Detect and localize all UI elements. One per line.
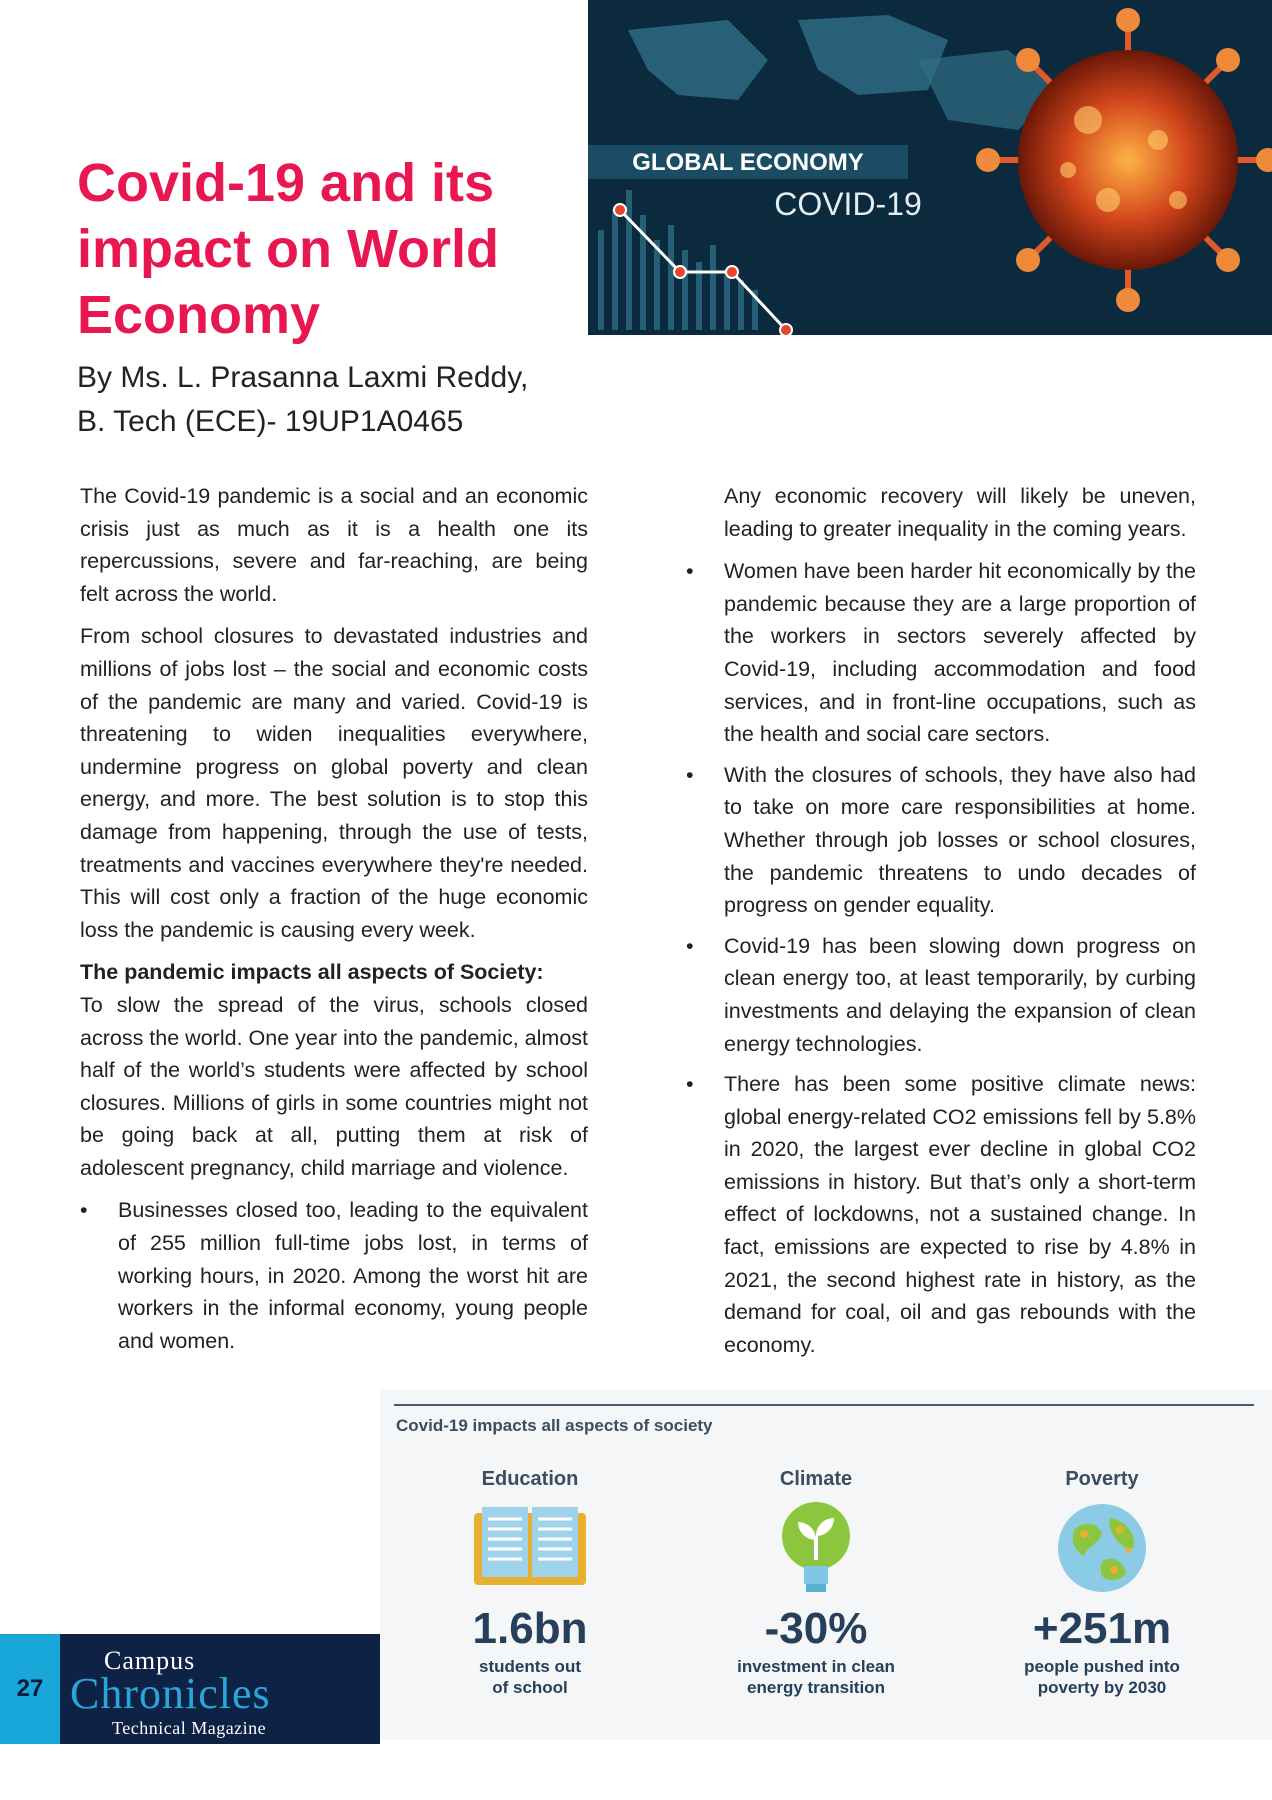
logo-subtitle: Technical Magazine [112, 1718, 267, 1738]
list-item [80, 1194, 588, 1357]
hero-image [588, 0, 1272, 335]
bullet-list-right [686, 555, 1196, 1361]
cell-caption: investment in clean energy transition [737, 1657, 895, 1697]
cell-value: +251m [1032, 1604, 1172, 1653]
cell-heading: Climate [779, 1468, 853, 1490]
paragraph-costs: From school closures to devastated industries and millions of jobs lost – the social and economic costs of the pandemic are many and varied. Covid-19 is threatening to widen inequalities everywhere, undermine progress on global poverty and clean energy, and more. The best solution is to stop this damage from happening, through the use of tests, treatments and vaccines everywhere they're needed. This will cost only a fraction of the huge economic loss the pandemic is causing every week. [80, 624, 588, 942]
paragraph-schools: To slow the spread of the virus, schools closed across the world. One year into the pandemic, almost half of the world’s students were affected by school closures. Millions of girls in some countries might not be going back at all, putting them at risk of adolescent pregnancy, child marriage and violence. [80, 992, 588, 1180]
list-item [686, 930, 1196, 1060]
plant-bulb-icon [696, 1498, 936, 1598]
bullet-list-left [80, 1194, 588, 1357]
logo-chronicles: Chronicles [70, 1669, 271, 1718]
infographic-rule [394, 1404, 1254, 1406]
list-item [686, 759, 1196, 922]
bullet-text: There has been some positive climate news: global energy-related CO2 emissions fell by 5.8% in 2020, the largest ever decline in global CO2 emissions in history. But that’s only a short-term effect of lockdowns, not a sustained change. In fact, emissions are expected to rise by 4.8% in 2021, the second highest rate in history, as the demand for coal, oil and gas rebounds with the economy. [724, 1072, 1196, 1357]
hero-illustration [588, 0, 1272, 335]
byline-author: By Ms. L. Prasanna Laxmi Reddy, [77, 361, 529, 394]
cell-heading: Education [481, 1468, 579, 1490]
page-number: 27 [0, 1634, 60, 1744]
list-item [686, 1068, 1196, 1361]
logo-campus: Campus [104, 1646, 196, 1675]
cell-heading: Poverty [1065, 1468, 1139, 1490]
globe-icon [982, 1498, 1222, 1598]
bullet-glyph: • [686, 762, 694, 787]
infographic-climate [696, 1468, 936, 1698]
bullet-glyph: • [686, 933, 694, 958]
list-item [686, 555, 1196, 751]
byline [77, 356, 597, 444]
virus-icon [976, 8, 1272, 312]
infographic [380, 1390, 1272, 1740]
bullet-glyph: • [80, 1198, 88, 1223]
infographic-title: Covid-19 impacts all aspects of society [396, 1416, 713, 1435]
bullet-text: Women have been harder hit economically by the pandemic because they are a large proportion of the workers in sectors severely affected by Covid-19, including accommodation and food services, and in front-line occupations, such as the health and social care sectors. [724, 559, 1196, 747]
subheading: The pandemic impacts all aspects of Society: [80, 960, 544, 985]
magazine-logo [60, 1634, 380, 1744]
cell-value: -30% [764, 1604, 868, 1653]
book-icon [410, 1498, 650, 1598]
article-title: Covid-19 and its impact on World Economy [77, 153, 500, 345]
bullet-text: With the closures of schools, they have also had to take on more care responsibilities at home. Whether through job losses or school closures, the pandemic threatens to undo decades of progress on gender equality. [724, 762, 1196, 918]
byline-course: B. Tech (ECE)- 19UP1A0465 [77, 405, 464, 438]
bullet-text: Covid-19 has been slowing down progress on clean energy too, at least temporarily, by curbing investments and delaying the expansion of clean energy technologies. [724, 933, 1196, 1056]
right-column [686, 480, 1196, 1369]
hero-label-bottom: COVID-19 [774, 186, 922, 222]
cell-value: 1.6bn [472, 1604, 588, 1653]
hero-label-top: GLOBAL ECONOMY [632, 149, 864, 176]
bullet-glyph: • [686, 1072, 694, 1097]
cell-caption: students out of school [479, 1657, 581, 1697]
bullet-text: Businesses closed too, leading to the equivalent of 255 million full-time jobs lost, in terms of working hours, in 2020. Among the worst hit are workers in the informal economy, young people and women. [118, 1198, 588, 1353]
section-society [80, 956, 588, 1184]
bullet-glyph: • [686, 559, 694, 584]
infographic-poverty [982, 1468, 1222, 1698]
infographic-education [410, 1468, 650, 1698]
cell-caption: people pushed into poverty by 2030 [1024, 1657, 1180, 1697]
paragraph-recovery: Any economic recovery will likely be uneven, leading to greater inequality in the coming years. [724, 484, 1196, 541]
paragraph-intro: The Covid-19 pandemic is a social and an economic crisis just as much as it is a health one its repercussions, severe and far-reaching, are being felt across the world. [80, 484, 588, 606]
left-column [80, 480, 588, 1365]
